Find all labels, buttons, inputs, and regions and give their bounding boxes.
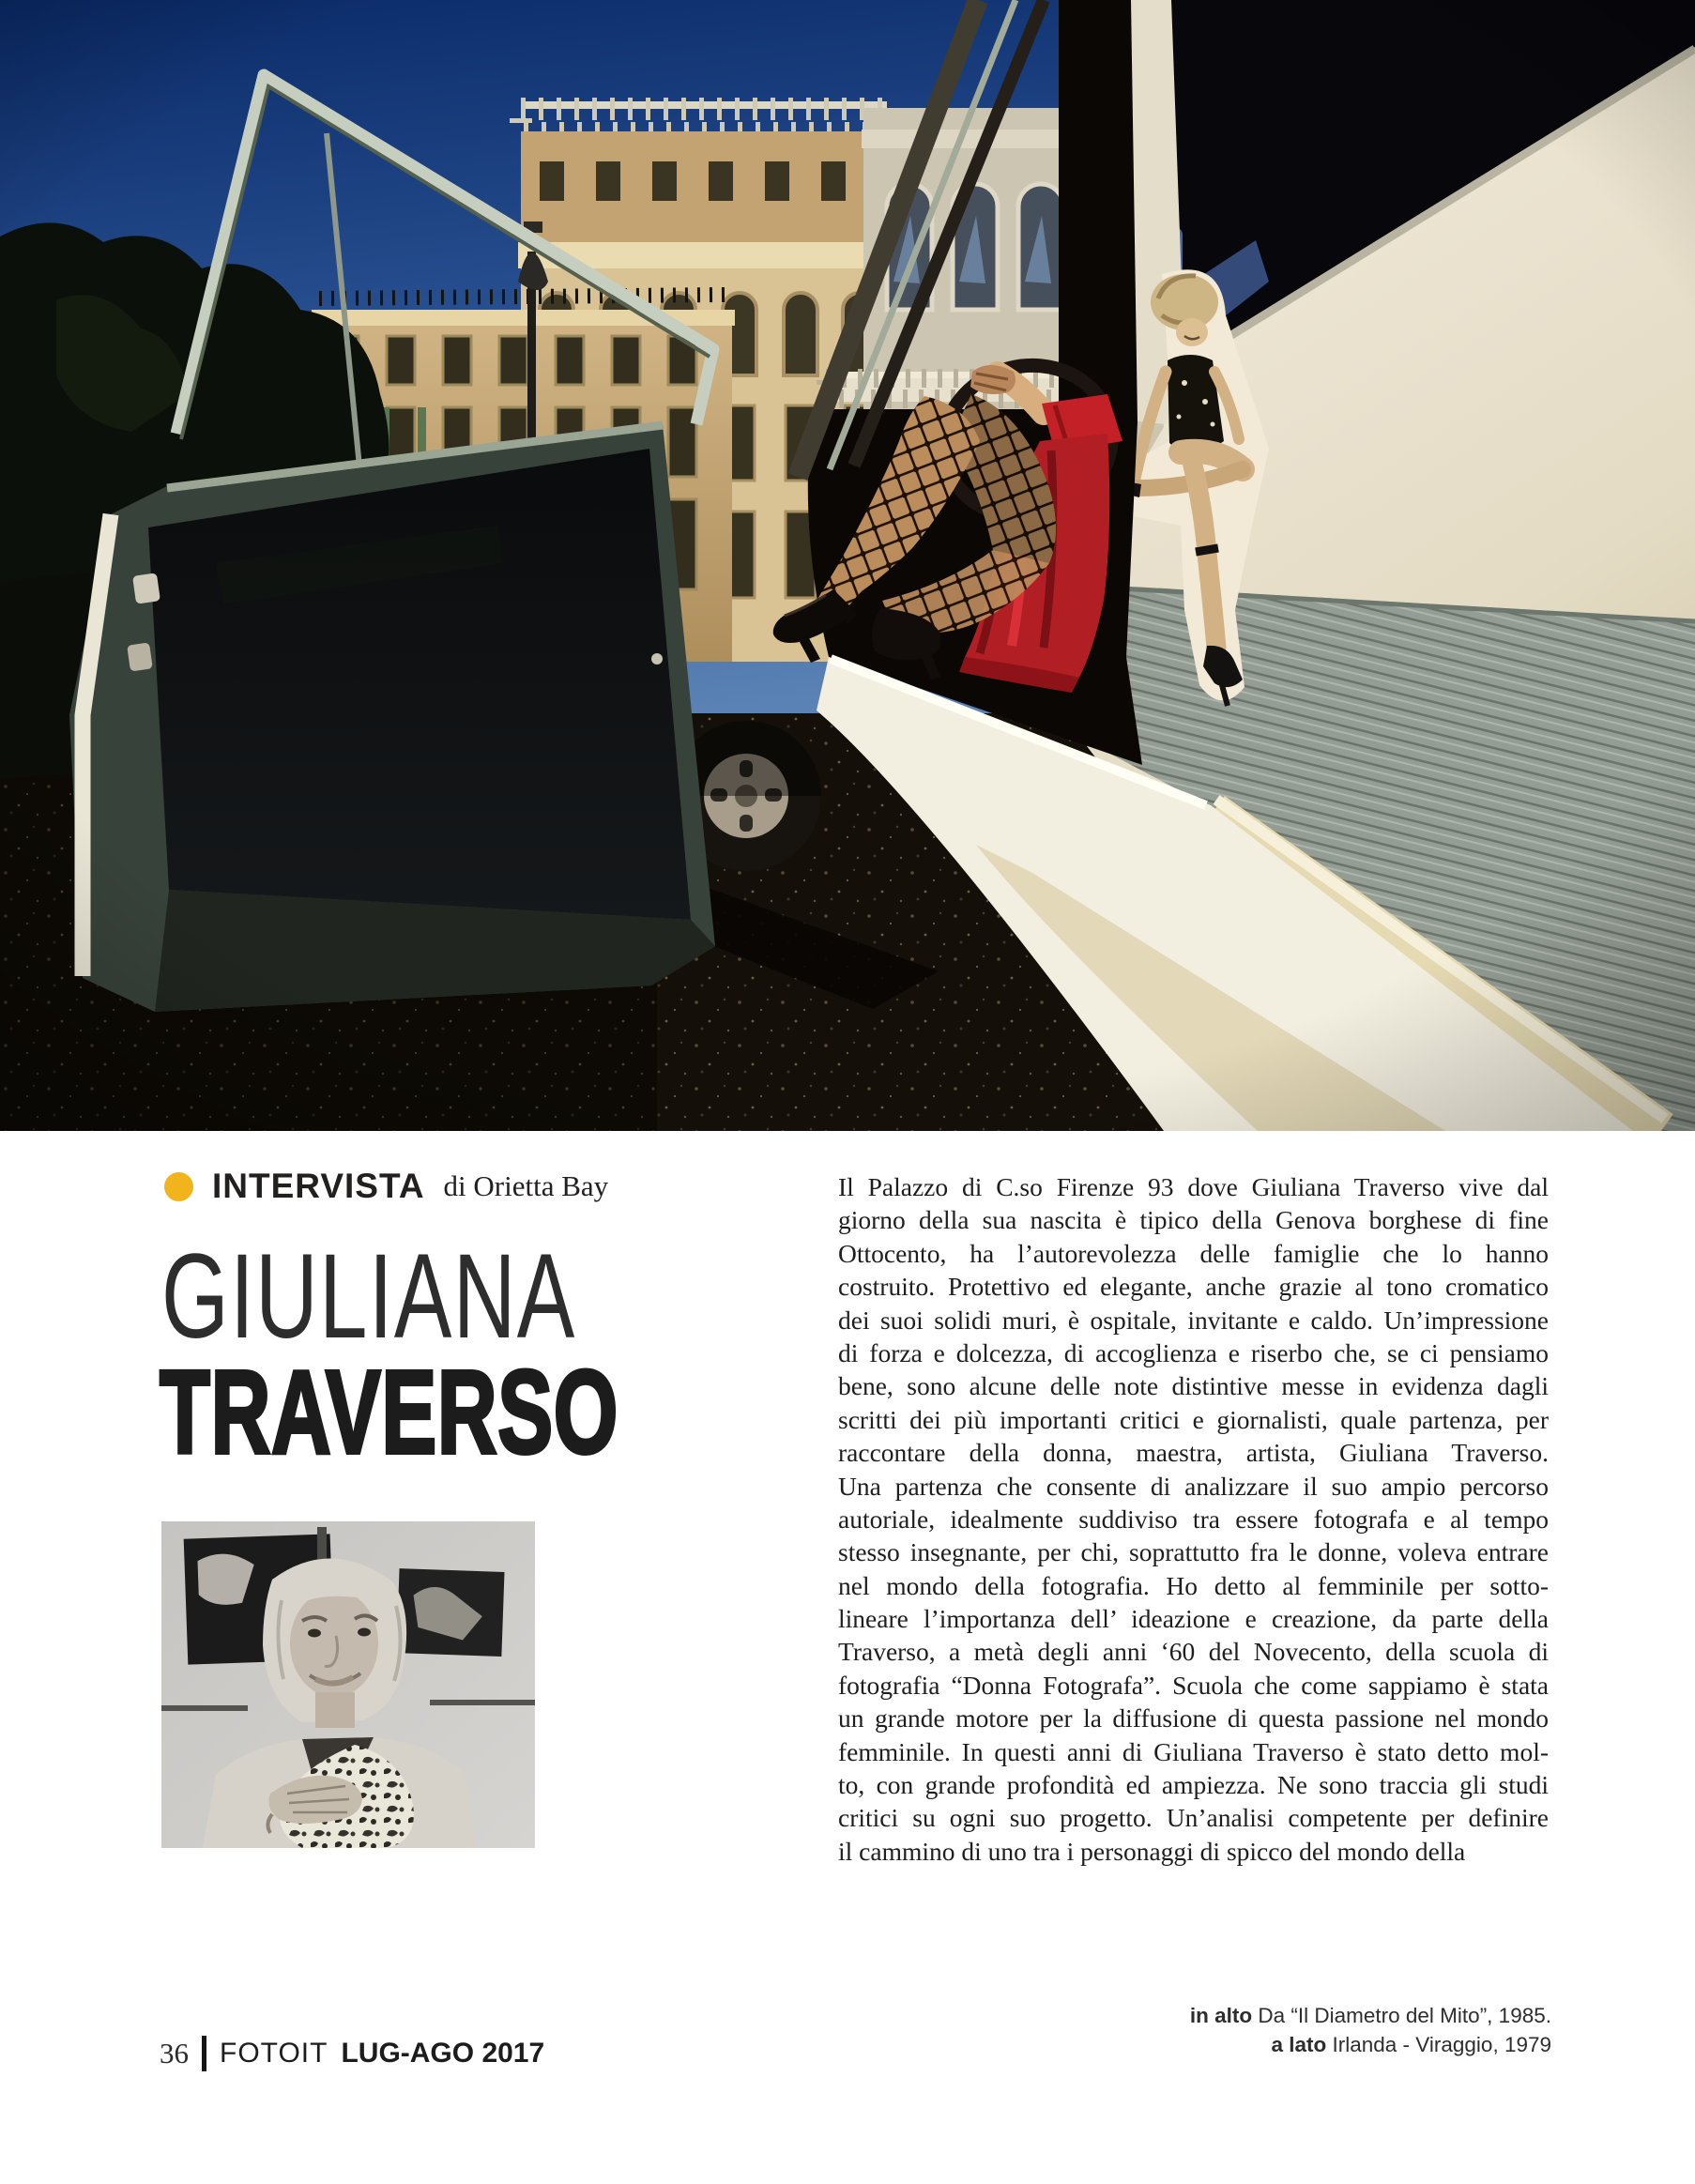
body-line: Il Palazzo di C.so Firenze 93 dove Giuliana Traverso vive dal bbox=[838, 1172, 1549, 1201]
article-title-line1: GIULIANA bbox=[161, 1229, 576, 1364]
body-line: il cammino di uno tra i personaggi di spicco del mondo della bbox=[838, 1836, 1466, 1866]
page-footer bbox=[160, 2033, 544, 2074]
caption-side-text: Irlanda - Viraggio, 1979 bbox=[1326, 2033, 1551, 2056]
body-line: autoriale, idealmente suddiviso tra essere fotografa e al tempo bbox=[838, 1504, 1549, 1534]
portrait-photo bbox=[161, 1521, 535, 1848]
photo-captions bbox=[1190, 2001, 1551, 2059]
body-line: lineare l’importanza dell’ ideazione e creazione, da parte della bbox=[838, 1604, 1549, 1634]
body-line: to, con grande profondità ed ampiezza. Ne sono traccia gli studi bbox=[838, 1770, 1549, 1800]
body-line: Traverso, a metà degli anni ‘60 del Novecento, della scuola di bbox=[838, 1637, 1549, 1667]
body-line: critici su ogni suo progetto. Un’analisi competente per definire bbox=[838, 1803, 1549, 1833]
article-body bbox=[838, 1170, 1549, 1868]
body-line: scritti dei più importanti critici e giornalisti, quale partenza, per bbox=[838, 1404, 1549, 1434]
kicker-row bbox=[164, 1167, 608, 1206]
body-line: bene, sono alcune delle note distintive messe in evidenza dagli bbox=[838, 1371, 1549, 1401]
caption-top-text: Da “Il Diametro del Mito”, 1985. bbox=[1252, 2004, 1551, 2027]
kicker-label: INTERVISTA bbox=[212, 1167, 425, 1205]
body-line: nel mondo della fotografia. Ho detto al femminile per sotto- bbox=[838, 1570, 1549, 1600]
section-bullet-icon bbox=[164, 1172, 193, 1201]
body-line: fotografia “Donna Fotografa”. Scuola che come sappiamo è stata bbox=[838, 1670, 1549, 1700]
article-title-line2: TRAVERSO bbox=[160, 1346, 619, 1478]
body-line: femminile. In questi anni di Giuliana Traverso è stato detto mol- bbox=[838, 1736, 1549, 1766]
body-line: raccontare della donna, maestra, artista, Giuliana Traverso. bbox=[838, 1438, 1549, 1468]
byline: di Orietta Bay bbox=[443, 1169, 609, 1202]
caption-top bbox=[1190, 2001, 1551, 2030]
page-number: 36 bbox=[160, 2037, 189, 2069]
magazine-name: FOTOIT bbox=[220, 2038, 328, 2069]
body-line: giorno della sua nascita è tipico della Genova borghese di fine bbox=[838, 1205, 1549, 1235]
caption-side-label: a lato bbox=[1271, 2033, 1327, 2056]
body-line: un grande motore per la diffusione di questa passione nel mondo bbox=[838, 1703, 1549, 1733]
body-line: stesso insegnante, per chi, soprattutto fra le donne, voleva entrare bbox=[838, 1537, 1549, 1567]
caption-top-label: in alto bbox=[1189, 2004, 1253, 2027]
body-line: di forza e dolcezza, di accoglienza e riserbo che, se ci pensiamo bbox=[838, 1337, 1549, 1367]
caption-side bbox=[1190, 2030, 1551, 2059]
footer-divider bbox=[202, 2036, 206, 2071]
body-line: costruito. Protettivo ed elegante, anche grazie al tono cromatico bbox=[838, 1272, 1549, 1302]
body-line: dei suoi solidi muri, è ospitale, invitante e caldo. Un’impressione bbox=[838, 1305, 1549, 1335]
gallery-print-right bbox=[396, 1568, 504, 1657]
body-line: Ottocento, ha l’autorevolezza delle famiglie che lo hanno bbox=[838, 1238, 1549, 1268]
body-line: Una partenza che consente di analizzare il suo ampio percorso bbox=[838, 1471, 1549, 1501]
issue-label: LUG-AGO 2017 bbox=[341, 2038, 545, 2069]
